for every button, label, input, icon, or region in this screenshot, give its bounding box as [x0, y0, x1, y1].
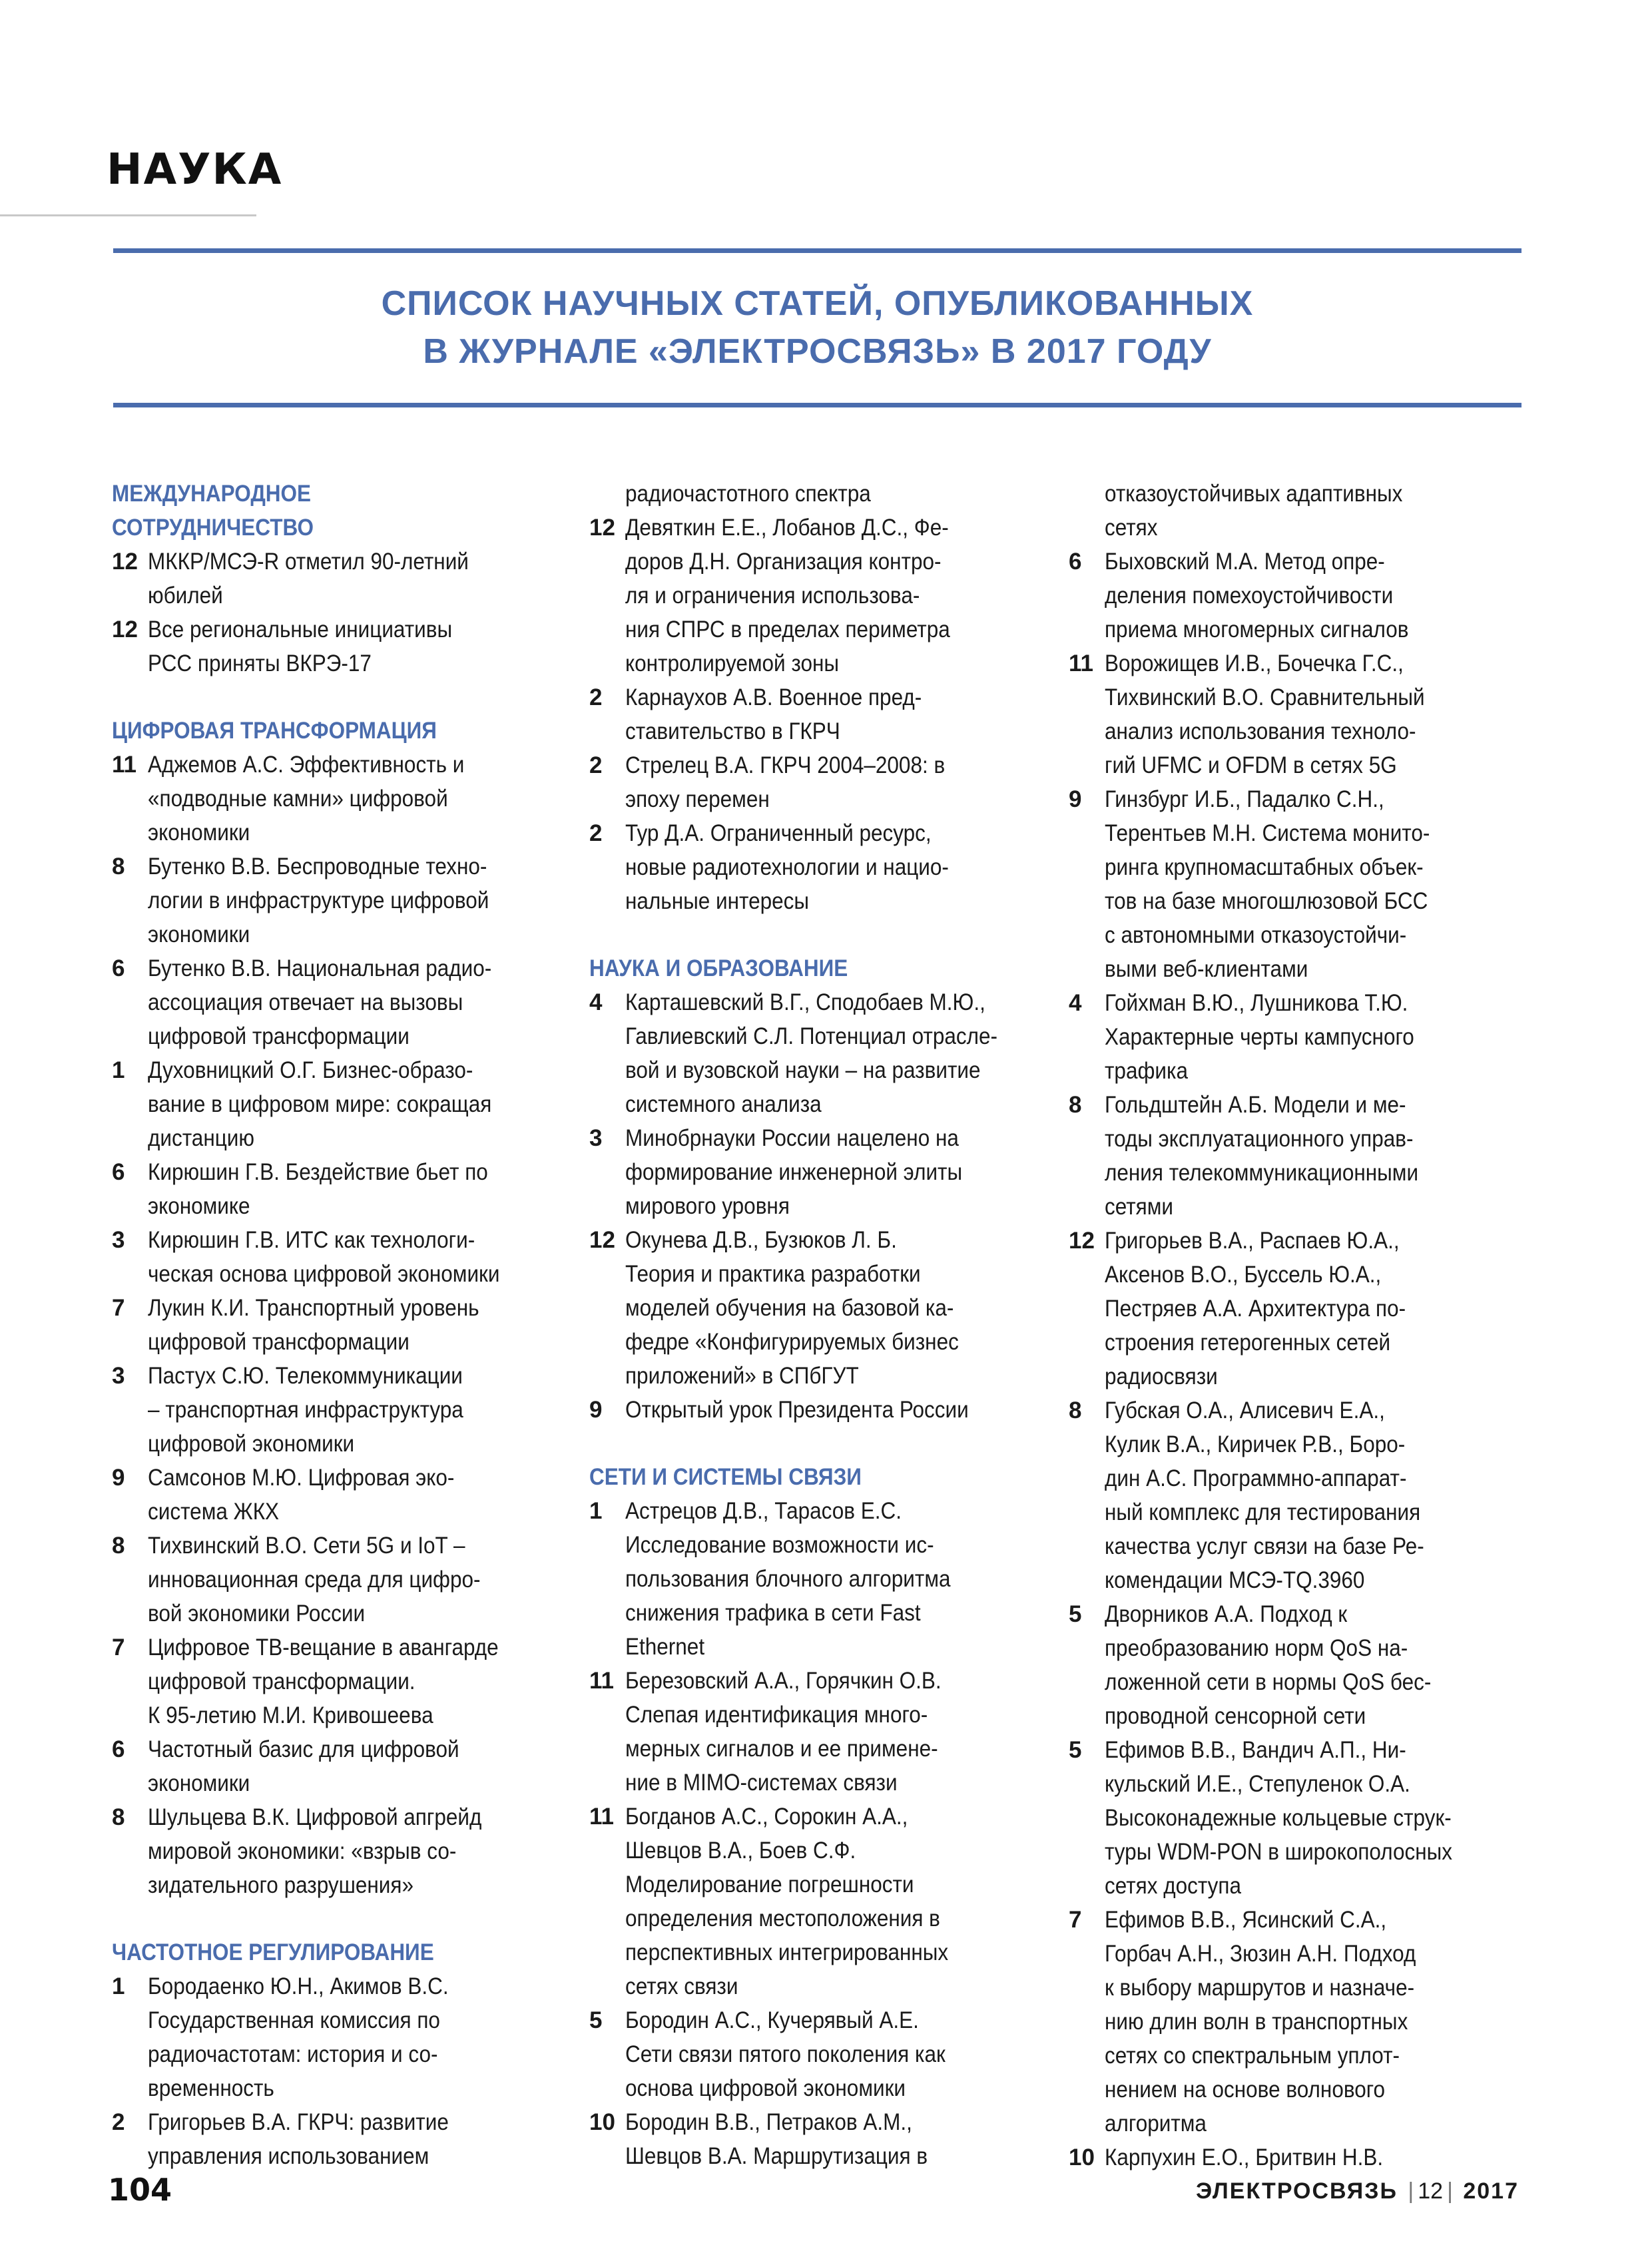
article-text-line: Бородин В.В., Петраков А.М., [625, 2109, 912, 2135]
article-text-line: Григорьев В.А. ГКРЧ: развитие [148, 2109, 449, 2135]
article-text-line: ассоциация отвечает на вызовы [148, 989, 463, 1015]
article-text-line: Березовский А.А., Горячкин О.В. [625, 1668, 942, 1694]
article-text-line: Духовницкий О.Г. Бизнес-образо- [148, 1057, 473, 1083]
issue-number-label: 12 [1069, 1228, 1095, 1254]
article-text-line: Гинзбург И.Б., Падалко С.Н., [1105, 786, 1384, 812]
article-text-line: Пастух С.Ю. Телекоммуникации [148, 1363, 463, 1389]
article-text-line: мерных сигналов и ее примене- [625, 1736, 938, 1762]
journal-name: ЭЛЕКТРОСВЯЗЬ [1196, 2178, 1398, 2204]
article-text-line: – транспортная инфраструктура [148, 1397, 463, 1423]
article-text-line: Минобрнауки России нацелено на [625, 1125, 959, 1151]
page-title [113, 280, 1521, 376]
footer-journal [1196, 2178, 1519, 2204]
article-text-line: цифровой экономики [148, 1431, 355, 1457]
issue-number-label: 7 [112, 1634, 125, 1660]
article-entry [112, 545, 571, 613]
article-text-line: Шульцева В.К. Цифровой апгрейд [148, 1804, 482, 1830]
article-text-line: нением на основе волнового [1105, 2077, 1386, 2103]
article-entry [112, 1053, 571, 1155]
article-entry [1069, 986, 1528, 1088]
issue-number-label: 11 [1069, 650, 1093, 676]
article-text-line: вой экономики России [148, 1601, 366, 1627]
article-entry [589, 1393, 1049, 1427]
article-text-line: приложений» в СПбГУТ [625, 1363, 859, 1389]
article-text-line: ный комплекс для тестирования [1105, 1499, 1421, 1525]
article-entry [112, 1359, 571, 1461]
article-entry [112, 1800, 571, 1902]
year: 2017 [1463, 2178, 1519, 2204]
article-text-line: экономики [148, 820, 250, 846]
article-text-line: Гольдштейн А.Б. Модели и ме- [1105, 1092, 1406, 1118]
article-entry [112, 1732, 571, 1800]
article-text-line: системного анализа [625, 1091, 822, 1117]
issue-number-label: 4 [589, 989, 603, 1015]
article-text-line: Окунева Д.В., Бузюков Л. Б. [625, 1227, 897, 1253]
article-text-line: система ЖКХ [148, 1499, 280, 1525]
article-text-line: кульский И.Е., Степуленок О.А. [1105, 1771, 1410, 1797]
article-text-line: вой и вузовской науки – на развитие [625, 1057, 981, 1083]
footer-separator: | [1447, 2178, 1453, 2204]
article-text-line: Цифровое ТВ-вещание в авангарде [148, 1634, 499, 1660]
article-entry [112, 1223, 571, 1291]
article-text-line: «подводные камни» цифровой [148, 786, 448, 812]
article-text-line: мировой экономики: «взрыв со- [148, 1838, 457, 1864]
article-text-line: управления использованием [148, 2143, 429, 2169]
issue-number-label: 2 [589, 752, 603, 778]
article-text-line: Характерные черты кампусного [1105, 1024, 1414, 1050]
article-text-line: РСС приняты ВКРЭ-17 [148, 650, 372, 676]
category-heading [589, 951, 1049, 985]
article-entry [1069, 1733, 1528, 1903]
article-text-line: Аксенов В.О., Буссель Ю.А., [1105, 1262, 1382, 1288]
article-text-line: комендации МСЭ-TQ.3960 [1105, 1567, 1365, 1593]
article-text-line: деления помехоустойчивости [1105, 583, 1394, 609]
article-text-line: ния СПРС в пределах периметра [625, 617, 950, 642]
article-text-line: Стрелец В.А. ГКРЧ 2004–2008: в [625, 752, 946, 778]
article-entry [589, 985, 1049, 1121]
article-entry [1069, 1088, 1528, 1224]
issue-number-label: 2 [112, 2109, 125, 2135]
article-text-line: зидательного разрушения» [148, 1872, 413, 1898]
article-entry [1069, 2140, 1528, 2174]
issue-number-label: 4 [1069, 990, 1082, 1016]
issue-number-label: 7 [112, 1295, 125, 1321]
category-heading [589, 1460, 1049, 1494]
article-entry [112, 1969, 571, 2105]
article-text-line: снижения трафика в сети Fast [625, 1600, 921, 1626]
article-text-line: дистанцию [148, 1125, 254, 1151]
category-heading-line: НАУКА И ОБРАЗОВАНИЕ [589, 955, 848, 981]
issue-number-label: 10 [1069, 2144, 1095, 2170]
issue-number-label: 12 [589, 515, 615, 541]
article-entry [589, 748, 1049, 816]
article-entry [1069, 1903, 1528, 2140]
article-text-line: Открытый урок Президента России [625, 1397, 969, 1423]
issue-number-label: 12 [112, 617, 138, 642]
article-entry [589, 1800, 1049, 2003]
article-text-line: Бутенко В.В. Национальная радио- [148, 955, 492, 981]
article-text-line: Девяткин Е.Е., Лобанов Д.С., Фе- [625, 515, 949, 541]
issue-number-label: 6 [112, 1736, 125, 1762]
section-divider [0, 214, 256, 216]
article-entry [589, 1223, 1049, 1393]
article-text-line: проводной сенсорной сети [1105, 1703, 1366, 1729]
article-text-line: сетях связи [625, 1973, 738, 1999]
article-entry [1069, 1224, 1528, 1393]
issue-number-label: 8 [112, 854, 125, 879]
article-text-line: ления телекоммуникационными [1105, 1160, 1419, 1186]
article-text-line: экономики [148, 1770, 250, 1796]
article-text-line: Тихвинский В.О. Сравнительный [1105, 684, 1425, 710]
article-text-line: сетях доступа [1105, 1873, 1241, 1899]
article-entry [589, 680, 1049, 748]
article-entry [112, 1529, 571, 1630]
article-text-line: логии в инфраструктуре цифровой [148, 887, 489, 913]
issue-number: 12 [1418, 2178, 1444, 2204]
article-text-line: Астрецов Д.В., Тарасов Е.С. [625, 1498, 902, 1524]
article-text-line: Частотный базис для цифровой [148, 1736, 459, 1762]
category-heading [112, 1935, 571, 1969]
category-heading-line: ЦИФРОВАЯ ТРАНСФОРМАЦИЯ [112, 718, 437, 744]
article-text-line: анализ использования техноло- [1105, 718, 1416, 744]
article-text-line: экономики [148, 921, 250, 947]
article-text-line: Гавлиевский С.Л. Потенциал отрасле- [625, 1023, 998, 1049]
article-text-line: радиочастотного спектра [625, 481, 871, 507]
article-entry [112, 850, 571, 951]
article-text-line: выми веб-клиентами [1105, 956, 1308, 982]
article-entry [589, 1121, 1049, 1223]
issue-number-label: 8 [1069, 1397, 1082, 1423]
article-text-line: строения гетерогенных сетей [1105, 1330, 1391, 1356]
article-text-line: Государственная комиссия по [148, 2007, 440, 2033]
article-text-line: Высоконадежные кольцевые струк- [1105, 1805, 1452, 1831]
issue-number-label: 2 [589, 684, 603, 710]
article-text-line: федре «Конфигурируемых бизнес [625, 1329, 959, 1355]
article-text-line: алгоритма [1105, 2111, 1207, 2136]
article-text-line: пользования блочного алгоритма [625, 1566, 951, 1592]
article-text-line: Бородин А.С., Кучерявый А.Е. [625, 2007, 919, 2033]
article-text-line: цифровой трансформации [148, 1023, 410, 1049]
title-rule-top [113, 248, 1521, 253]
article-text-line: формирование инженерной элиты [625, 1159, 963, 1185]
issue-number-label: 7 [1069, 1907, 1082, 1933]
article-text-line: временность [148, 2075, 274, 2101]
issue-number-label: 5 [1069, 1737, 1082, 1763]
article-entry [589, 2003, 1049, 2105]
article-text-line: Самсонов М.Ю. Цифровая эко- [148, 1465, 455, 1491]
category-heading-line: МЕЖДУНАРОДНОЕ [112, 481, 312, 507]
article-continuation [589, 477, 1049, 511]
issue-number-label: 3 [112, 1227, 125, 1253]
article-text-line: Сети связи пятого поколения как [625, 2041, 946, 2067]
article-text-line: с автономными отказоустойчи- [1105, 922, 1407, 948]
issue-number-label: 11 [589, 1668, 614, 1694]
issue-number-label: 5 [1069, 1601, 1082, 1627]
article-entry [112, 951, 571, 1053]
title-rule-bottom [113, 403, 1521, 407]
article-text-line: тоды эксплуатационного управ- [1105, 1126, 1414, 1152]
article-text-line: Ефимов В.В., Ясинский С.А., [1105, 1907, 1387, 1933]
category-heading [112, 714, 571, 748]
column-2 [589, 477, 1049, 2173]
article-text-line: гий UFMC и OFDM в сетях 5G [1105, 752, 1397, 778]
article-text-line: Быховский М.А. Метод опре- [1105, 549, 1385, 575]
issue-number-label: 9 [112, 1465, 125, 1491]
article-text-line: тов на базе многошлюзовой БСС [1105, 888, 1428, 914]
issue-number-label: 6 [1069, 549, 1082, 575]
article-entry [112, 748, 571, 850]
issue-number-label: 3 [112, 1363, 125, 1389]
issue-number-label: 11 [589, 1804, 614, 1830]
article-text-line: перспективных интегрированных [625, 1939, 949, 1965]
article-entry [112, 2105, 571, 2173]
article-text-line: К 95-летию М.И. Кривошеева [148, 1702, 433, 1728]
article-text-line: Лукин К.И. Транспортный уровень [148, 1295, 479, 1321]
article-text-line: нию длин волн в транспортных [1105, 2009, 1408, 2035]
article-text-line: юбилей [148, 583, 223, 609]
article-text-line: Гойхман В.Ю., Лушникова Т.Ю. [1105, 990, 1408, 1016]
article-text-line: ставительство в ГКРЧ [625, 718, 840, 744]
article-text-line: мирового уровня [625, 1193, 790, 1219]
article-text-line: Григорьев В.А., Распаев Ю.А., [1105, 1228, 1400, 1254]
article-text-line: Тур Д.А. Ограниченный ресурс, [625, 820, 932, 846]
article-text-line: ложенной сети в нормы QoS бес- [1105, 1669, 1432, 1695]
article-text-line: Кулик В.А., Киричек Р.В., Боро- [1105, 1431, 1406, 1457]
article-text-line: туры WDM-PON в широкополосных [1105, 1839, 1453, 1865]
article-text-line: Пестряев А.А. Архитектура по- [1105, 1296, 1406, 1322]
article-text-line: доров Д.Н. Организация контро- [625, 549, 942, 575]
category-heading-line: СЕТИ И СИСТЕМЫ СВЯЗИ [589, 1464, 862, 1490]
category-heading-line: ЧАСТОТНОЕ РЕГУЛИРОВАНИЕ [112, 1939, 434, 1965]
issue-number-label: 12 [589, 1227, 615, 1253]
article-entry [1069, 782, 1528, 986]
article-text-line: цифровой трансформации [148, 1329, 410, 1355]
article-text-line: качества услуг связи на базе Ре- [1105, 1533, 1424, 1559]
issue-number-label: 6 [112, 1159, 125, 1185]
issue-number-label: 10 [589, 2109, 615, 2135]
issue-number-label: 8 [1069, 1092, 1082, 1118]
article-text-line: ние в MIMO-системах связи [625, 1770, 898, 1796]
article-continuation [1069, 477, 1528, 545]
column-3 [1069, 477, 1528, 2174]
article-text-line: Тихвинский В.О. Сети 5G и IoT – [148, 1533, 465, 1559]
article-text-line: Горбач А.Н., Зюзин А.Н. Подход [1105, 1941, 1416, 1967]
article-text-line: Аджемов А.С. Эффективность и [148, 752, 465, 778]
article-text-line: дин А.С. Программно-аппарат- [1105, 1465, 1407, 1491]
article-entry [589, 511, 1049, 680]
issue-number-label: 8 [112, 1804, 125, 1830]
article-text-line: экономике [148, 1193, 250, 1219]
article-text-line: Исследование возможности ис- [625, 1532, 934, 1558]
page-number: 104 [108, 2172, 172, 2208]
issue-number-label: 8 [112, 1533, 125, 1559]
issue-number-label: 1 [112, 1057, 125, 1083]
category-heading-line: СОТРУДНИЧЕСТВО [112, 515, 314, 541]
issue-number-label: 1 [589, 1498, 603, 1524]
article-text-line: вание в цифровом мире: сокращая [148, 1091, 492, 1117]
article-text-line: ческая основа цифровой экономики [148, 1261, 500, 1287]
article-entry [589, 1664, 1049, 1800]
issue-number-label: 1 [112, 1973, 125, 1999]
article-entry [1069, 1597, 1528, 1733]
issue-number-label: 5 [589, 2007, 603, 2033]
article-text-line: Карпухин Е.О., Бритвин Н.В. [1105, 2144, 1384, 2170]
issue-number-label: 12 [112, 549, 138, 575]
article-entry [589, 1494, 1049, 1664]
article-text-line: преобразованию норм QoS на- [1105, 1635, 1408, 1661]
article-text-line: ринга крупномасштабных объек- [1105, 854, 1424, 880]
page-title-line-1: СПИСОК НАУЧНЫХ СТАТЕЙ, ОПУБЛИКОВАННЫХ [381, 284, 1254, 323]
article-text-line: Слепая идентификация много- [625, 1702, 928, 1728]
issue-number-label: 9 [1069, 786, 1082, 812]
article-text-line: радиосвязи [1105, 1364, 1218, 1389]
article-text-line: трафика [1105, 1058, 1188, 1084]
article-text-line: Моделирование погрешности [625, 1872, 914, 1897]
article-entry [112, 1155, 571, 1223]
article-text-line: инновационная среда для цифро- [148, 1567, 481, 1593]
article-text-line: Губская О.А., Алисевич Е.А., [1105, 1397, 1385, 1423]
article-text-line: сетях [1105, 515, 1158, 541]
article-text-line: основа цифровой экономики [625, 2075, 906, 2101]
article-text-line: Богданов А.С., Сорокин А.А., [625, 1804, 908, 1830]
footer-separator: | [1408, 2178, 1414, 2204]
article-text-line: Дворников А.А. Подход к [1105, 1601, 1348, 1627]
article-text-line: сетях со спектральным уплот- [1105, 2043, 1400, 2069]
article-text-line: Кирюшин Г.В. Бездействие бьет по [148, 1159, 488, 1185]
article-entry [112, 613, 571, 680]
column-1 [112, 477, 571, 2173]
article-text-line: Ефимов В.В., Вандич А.П., Ни- [1105, 1737, 1406, 1763]
article-text-line: контролируемой зоны [625, 650, 840, 676]
article-text-line: Все региональные инициативы [148, 617, 453, 642]
issue-number-label: 11 [112, 752, 137, 778]
article-text-line: Шевцов В.А. Маршрутизация в [625, 2143, 928, 2169]
article-entry [112, 1291, 571, 1359]
issue-number-label: 3 [589, 1125, 603, 1151]
article-text-line: Ворожищев И.В., Бочечка Г.С., [1105, 650, 1404, 676]
issue-number-label: 2 [589, 820, 603, 846]
article-text-line: Ethernet [625, 1634, 705, 1660]
article-text-line: сетями [1105, 1194, 1173, 1220]
article-text-line: Кирюшин Г.В. ИТС как технологи- [148, 1227, 475, 1253]
article-text-line: цифровой трансформации. [148, 1668, 415, 1694]
article-text-line: МККР/МСЭ-R отметил 90-летний [148, 549, 469, 575]
article-text-line: Карташевский В.Г., Сподобаев М.Ю., [625, 989, 985, 1015]
article-entry [1069, 545, 1528, 646]
article-text-line: нальные интересы [625, 888, 810, 914]
article-entry [112, 1630, 571, 1732]
article-text-line: Шевцов В.А., Боев С.Ф. [625, 1838, 856, 1864]
category-heading [112, 477, 571, 545]
article-text-line: моделей обучения на базовой ка- [625, 1295, 954, 1321]
article-text-line: Карнаухов А.В. Военное пред- [625, 684, 922, 710]
article-text-line: Терентьев М.Н. Система монито- [1105, 820, 1430, 846]
article-text-line: приема многомерных сигналов [1105, 617, 1409, 642]
article-text-line: отказоустойчивых адаптивных [1105, 481, 1403, 507]
issue-number-label: 6 [112, 955, 125, 981]
page-title-line-2: В ЖУРНАЛЕ «ЭЛЕКТРОСВЯЗЬ» В 2017 ГОДУ [423, 332, 1212, 371]
article-entry [112, 1461, 571, 1529]
article-entry [1069, 646, 1528, 782]
article-text-line: новые радиотехнологии и нацио- [625, 854, 949, 880]
article-text-line: ля и ограничения использова- [625, 583, 920, 609]
section-label: НАУКА [107, 145, 283, 194]
article-text-line: к выбору маршрутов и назначе- [1105, 1975, 1415, 2001]
issue-number-label: 9 [589, 1397, 603, 1423]
article-entry [589, 816, 1049, 918]
article-text-line: Бутенко В.В. Беспроводные техно- [148, 854, 487, 879]
article-entry [1069, 1393, 1528, 1597]
article-text-line: радиочастотам: история и со- [148, 2041, 438, 2067]
article-text-line: эпоху перемен [625, 786, 770, 812]
article-text-line: Теория и практика разработки [625, 1261, 921, 1287]
article-text-line: Бородаенко Ю.Н., Акимов В.С. [148, 1973, 449, 1999]
article-entry [589, 2105, 1049, 2173]
article-text-line: определения местоположения в [625, 1905, 940, 1931]
